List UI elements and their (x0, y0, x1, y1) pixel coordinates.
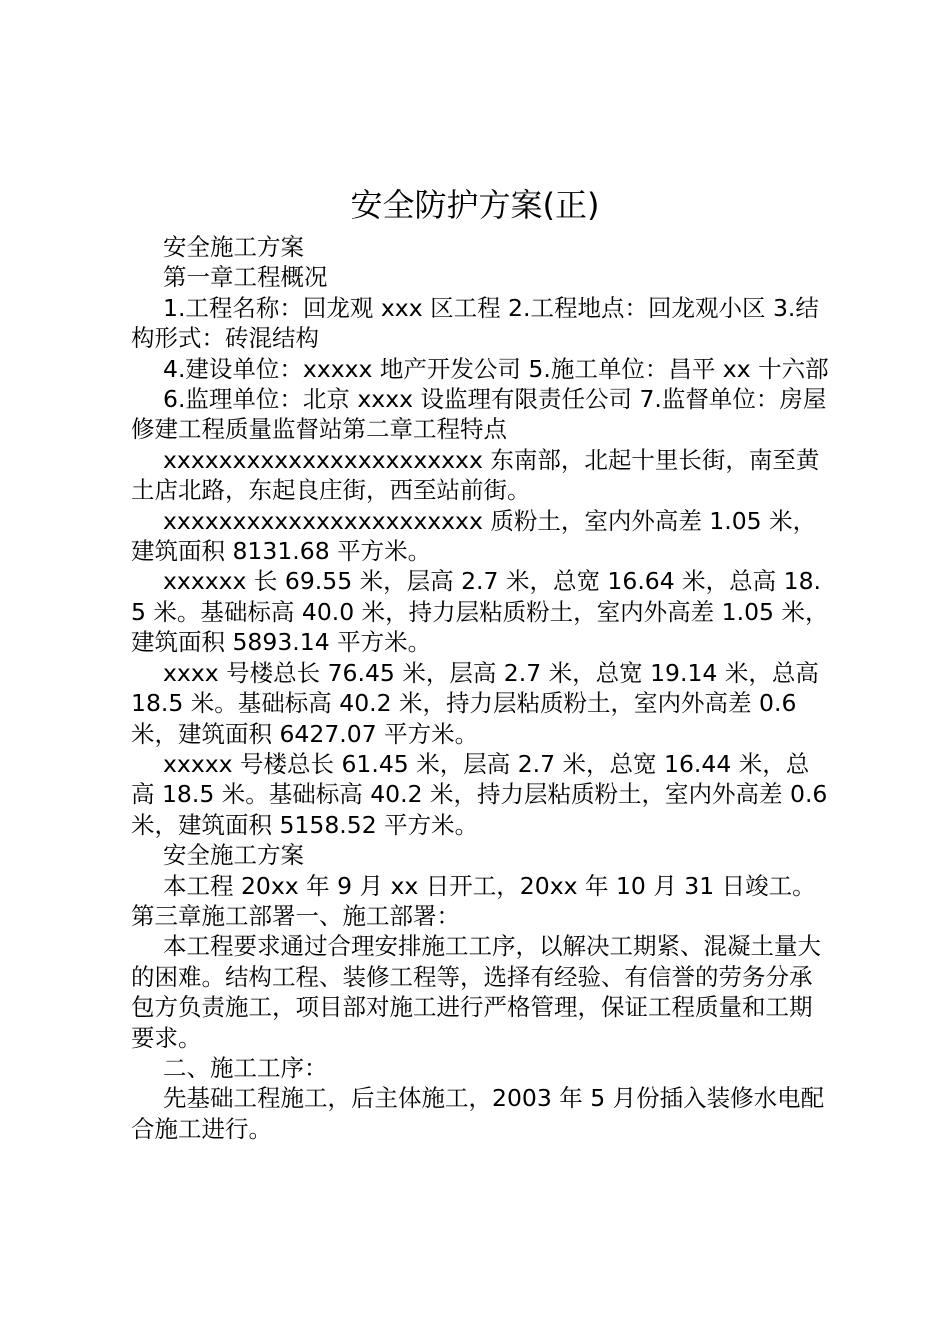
section-heading: 安全施工方案 (163, 841, 304, 870)
chapter-heading: 第一章工程概况 (163, 263, 328, 292)
paragraph: xxxxxxxxxxxxxxxxxxxxxxx 质粉土，室内外高差 1.05 米，建筑面积 8131.68 平方米。 (131, 506, 817, 566)
paragraph: 先基础工程施工，后主体施工，2003 年 5 月份插入装修水电配合施工进行。 (131, 1084, 825, 1143)
document-body (131, 232, 831, 1144)
paragraph: 6.监理单位：北京 xxxx 设监理有限责任公司 7.监督单位：房屋修建工程质量监督站第二章工程特点 (131, 385, 827, 444)
paragraph: xxxx 号楼总长 76.45 米，层高 2.7 米，总宽 19.14 米，总高 18.5 米。基础标高 40.2 米，持力层粘质粉土，室内外高差 0.6 米，建筑面积 6427.07 平方米。 (131, 658, 819, 748)
paragraph: xxxxxxxxxxxxxxxxxxxxxxx 东南部，北起十里长街，南至黄土店北路，东起良庄街，西至站前街。 (131, 445, 820, 505)
paragraph: xxxxx 号楼总长 61.45 米，层高 2.7 米，总宽 16.44 米，总高 18.5 米。基础标高 40.2 米，持力层粘质粉土，室内外高差 0.6 米，建筑面积 5158.52 平方米。 (131, 749, 828, 839)
paragraph: xxxxxx 长 69.55 米，层高 2.7 米，总宽 16.64 米，总高 18.5 米。基础标高 40.0 米，持力层粘质粉土，室内外高差 1.05 米，建筑面积 5893.14 平方米。 (131, 567, 829, 657)
document-title: 安全防护方案(正) (350, 186, 600, 224)
section-heading: 二、施工工序： (163, 1053, 328, 1082)
paragraph: 1.工程名称：回龙观 xxx 区工程 2.工程地点：回龙观小区 3.结构形式：砖混结构 (131, 293, 819, 353)
paragraph: 本工程要求通过合理安排施工工序，以解决工期紧、混凝土量大的困难。结构工程、装修工程等，选择有经验、有信誉的劳务分承包方负责施工，项目部对施工进行严格管理，保证工程质量和工期要求。 (131, 932, 821, 1052)
paragraph: 本工程 20xx 年 9 月 xx 日开工，20xx 年 10 月 31 日竣工。第三章施工部署一、施工部署： (131, 871, 816, 930)
paragraph: 4.建设单位：xxxxx 地产开发公司 5.施工单位：昌平 xx 十六部 (163, 354, 829, 383)
paragraph: 安全施工方案 (163, 233, 304, 261)
